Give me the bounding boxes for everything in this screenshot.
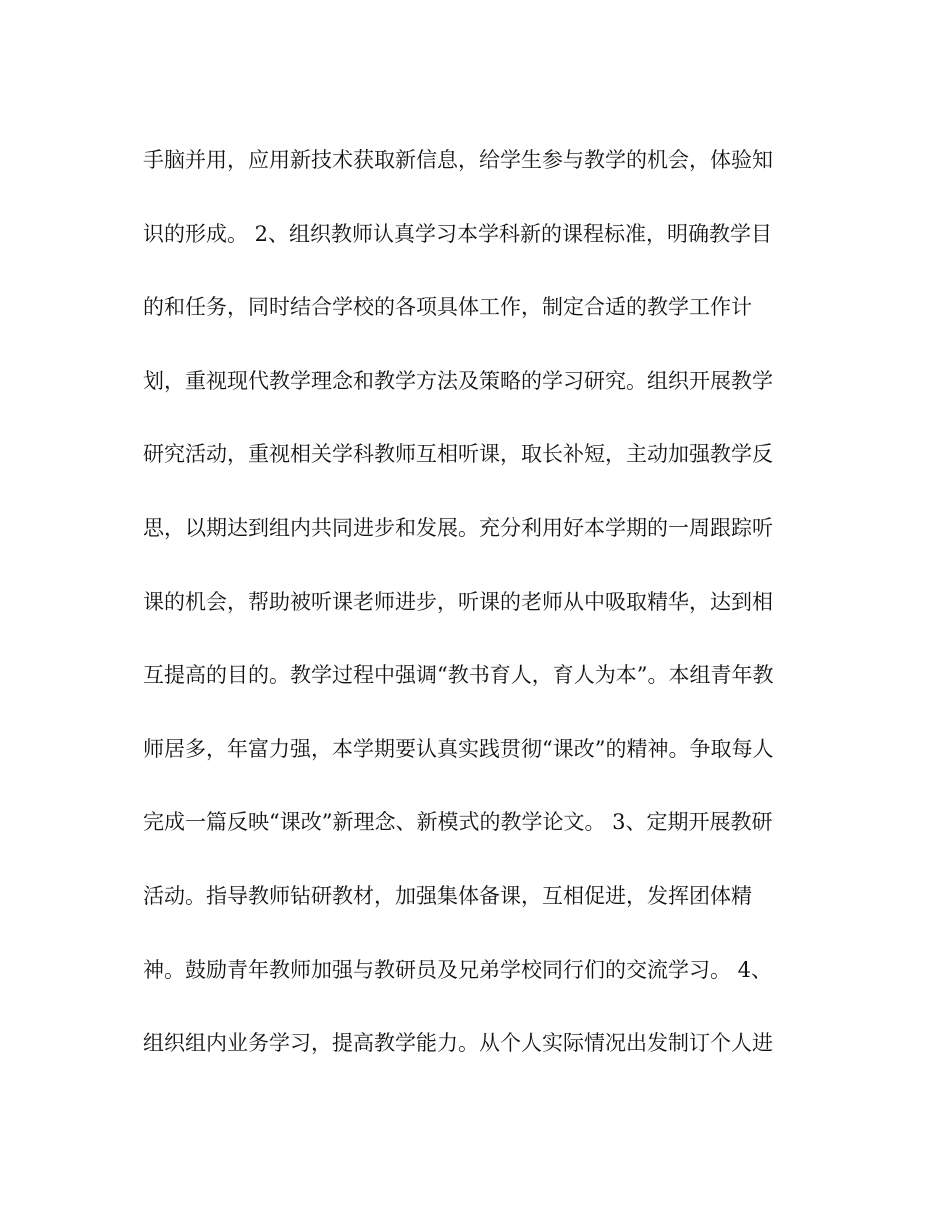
text-line-13: 组织组内业务学习，提高教学能力。从个人实际情况出发制订个人进: [143, 1031, 773, 1056]
text-line-4: 划，重视现代教学理念和教学方法及策略的学习研究。组织开展教学: [143, 368, 773, 393]
text-line-11: 活动。指导教师钻研教材，加强集体备课，互相促进，发挥团体精: [143, 883, 752, 908]
text-line-8: 互提高的目的。教学过程中强调“教书育人，育人为本”。本组青年教: [143, 663, 774, 688]
text-line-12: 神。鼓励青年教师加强与教研员及兄弟学校同行们的交流学习。 4、: [143, 957, 773, 982]
text-line-10: 完成一篇反映“课改”新理念、新模式的教学论文。 3、定期开展教研: [143, 810, 773, 835]
body-text: [143, 134, 803, 1091]
text-line-3: 的和任务，同时结合学校的各项具体工作，制定合适的教学工作计: [143, 295, 752, 320]
text-line-2: 识的形成。 2、组织教师认真学习本学科新的课程标准，明确教学目: [143, 221, 773, 246]
text-line-9: 师居多，年富力强，本学期要认真实践贯彻“课改”的精神。争取每人: [143, 736, 774, 761]
text-line-5: 研究活动，重视相关学科教师互相听课，取长补短，主动加强教学反: [143, 442, 773, 467]
text-line-1: 手脑并用，应用新技术获取新信息，给学生参与教学的机会，体验知: [143, 148, 773, 172]
text-line-6: 思，以期达到组内共同进步和发展。充分利用好本学期的一周跟踪听: [143, 515, 773, 540]
text-line-7: 课的机会，帮助被听课老师进步，听课的老师从中吸取精华，达到相: [143, 589, 773, 614]
